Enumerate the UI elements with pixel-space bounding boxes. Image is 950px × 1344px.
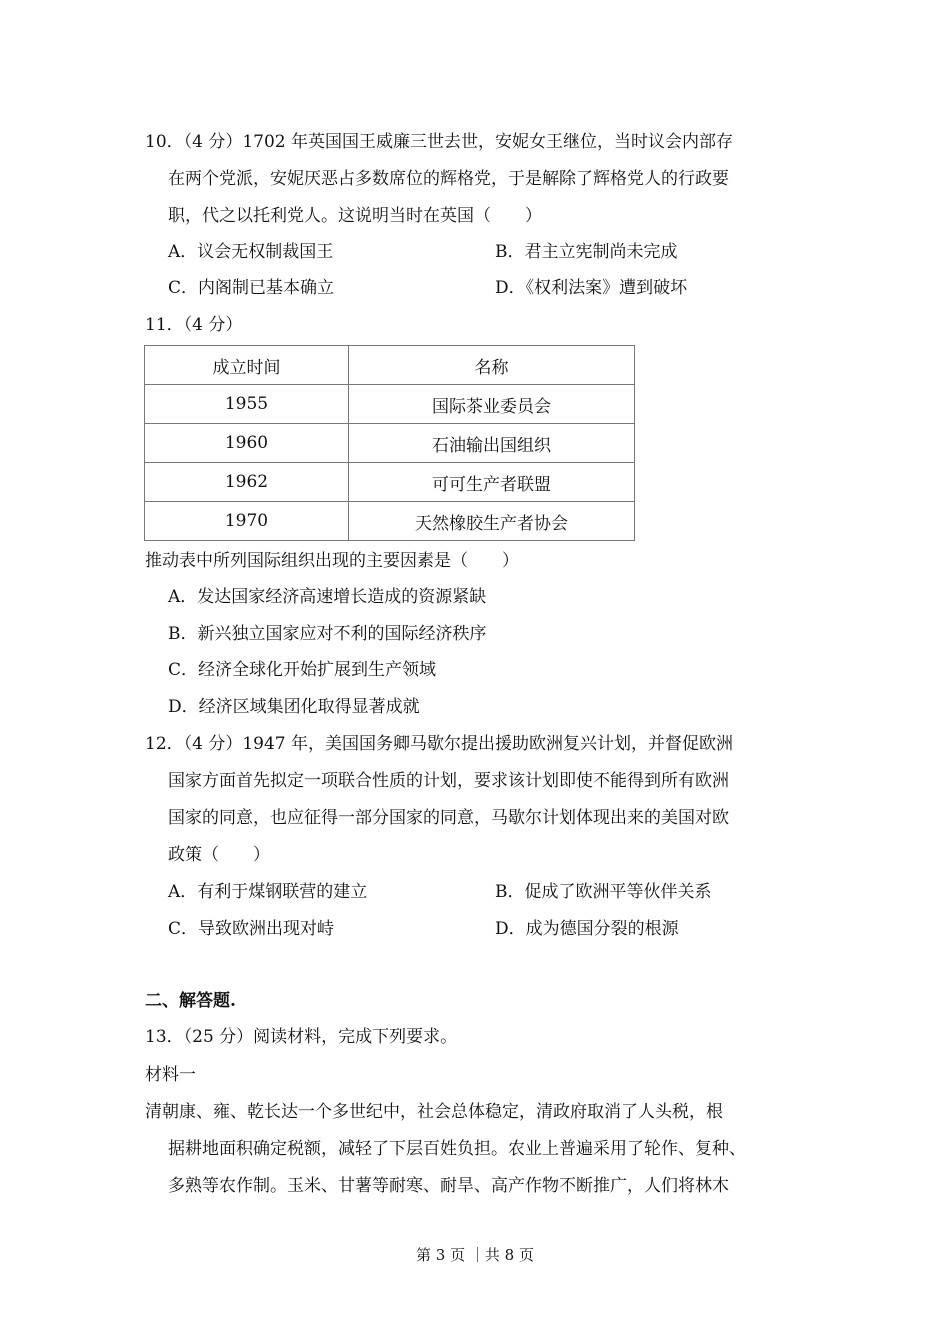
q12-line3: 国家的同意，也应征得一部分国家的同意，马歇尔计划体现出来的美国对欧 xyxy=(168,808,729,828)
table-header-row xyxy=(145,346,635,385)
table-header-cell: 成立时间 xyxy=(145,346,349,385)
q12-line4: 政策（ ） xyxy=(168,845,270,865)
table-cell-name: 国际茶业委员会 xyxy=(349,385,635,424)
q13-material-label: 材料一 xyxy=(145,1065,196,1085)
q10-line1: 10．（4 分）1702 年英国国王威廉三世去世，安妮女王继位，当时议会内部存 xyxy=(145,132,734,152)
q12-line1: 12．（4 分）1947 年，美国国务卿马歇尔提出援助欧洲复兴计划，并督促欧洲 xyxy=(145,734,734,754)
table-cell-year: 1962 xyxy=(145,463,349,502)
section-heading: 二、解答题. xyxy=(145,991,236,1011)
q12-option-a: A．有利于煤钢联营的建立 xyxy=(168,882,368,902)
table-row xyxy=(145,385,635,424)
table-cell-name: 石油输出国组织 xyxy=(349,424,635,463)
q13-paragraph-line2: 据耕地面积确定税额，减轻了下层百姓负担。农业上普遍采用了轮作、复种、 xyxy=(168,1139,746,1159)
q10-line3: 职，代之以托利党人。这说明当时在英国（ ） xyxy=(168,206,542,226)
q11-head: 11．（4 分） xyxy=(145,315,243,335)
organizations-table xyxy=(144,345,635,541)
q13-paragraph-line1: 清朝康、雍、乾长达一个多世纪中，社会总体稳定，清政府取消了人头税，根 xyxy=(145,1102,723,1122)
q10-option-b: B．君主立宪制尚未完成 xyxy=(495,242,678,262)
q12-option-c: C．导致欧洲出现对峙 xyxy=(168,919,335,939)
q13-line1: 13．（25 分）阅读材料，完成下列要求。 xyxy=(145,1027,458,1047)
q11-option-d: D．经济区域集团化取得显著成就 xyxy=(168,697,420,717)
table-cell-year: 1955 xyxy=(145,385,349,424)
table-cell-year: 1960 xyxy=(145,424,349,463)
table-cell-name: 可可生产者联盟 xyxy=(349,463,635,502)
table-row xyxy=(145,463,635,502)
page-footer: 第 3 页 ｜共 8 页 xyxy=(416,1246,534,1264)
q12-option-d: D．成为德国分裂的根源 xyxy=(495,919,679,939)
table-cell-year: 1970 xyxy=(145,502,349,541)
q10-line2: 在两个党派，安妮厌恶占多数席位的辉格党，于是解除了辉格党人的行政要 xyxy=(168,169,729,189)
q11-option-a: A．发达国家经济高速增长造成的资源紧缺 xyxy=(168,587,487,607)
q10-option-a: A．议会无权制裁国王 xyxy=(168,242,334,262)
table-row xyxy=(145,502,635,541)
q10-option-d: D．《权利法案》遭到破坏 xyxy=(495,278,688,298)
table-cell-name: 天然橡胶生产者协会 xyxy=(349,502,635,541)
q11-stem: 推动表中所列国际组织出现的主要因素是（ ） xyxy=(145,551,519,571)
q13-paragraph-line3: 多熟等农作制。玉米、甘薯等耐寒、耐旱、高产作物不断推广，人们将林木 xyxy=(168,1176,729,1196)
q12-line2: 国家方面首先拟定一项联合性质的计划，要求该计划即使不能得到所有欧洲 xyxy=(168,771,729,791)
q11-option-c: C．经济全球化开始扩展到生产领域 xyxy=(168,660,437,680)
table-row xyxy=(145,424,635,463)
q12-option-b: B．促成了欧洲平等伙伴关系 xyxy=(495,882,712,902)
q11-option-b: B．新兴独立国家应对不利的国际经济秩序 xyxy=(168,624,487,644)
table-header-cell: 名称 xyxy=(349,346,635,385)
q10-option-c: C．内阁制已基本确立 xyxy=(168,278,335,298)
